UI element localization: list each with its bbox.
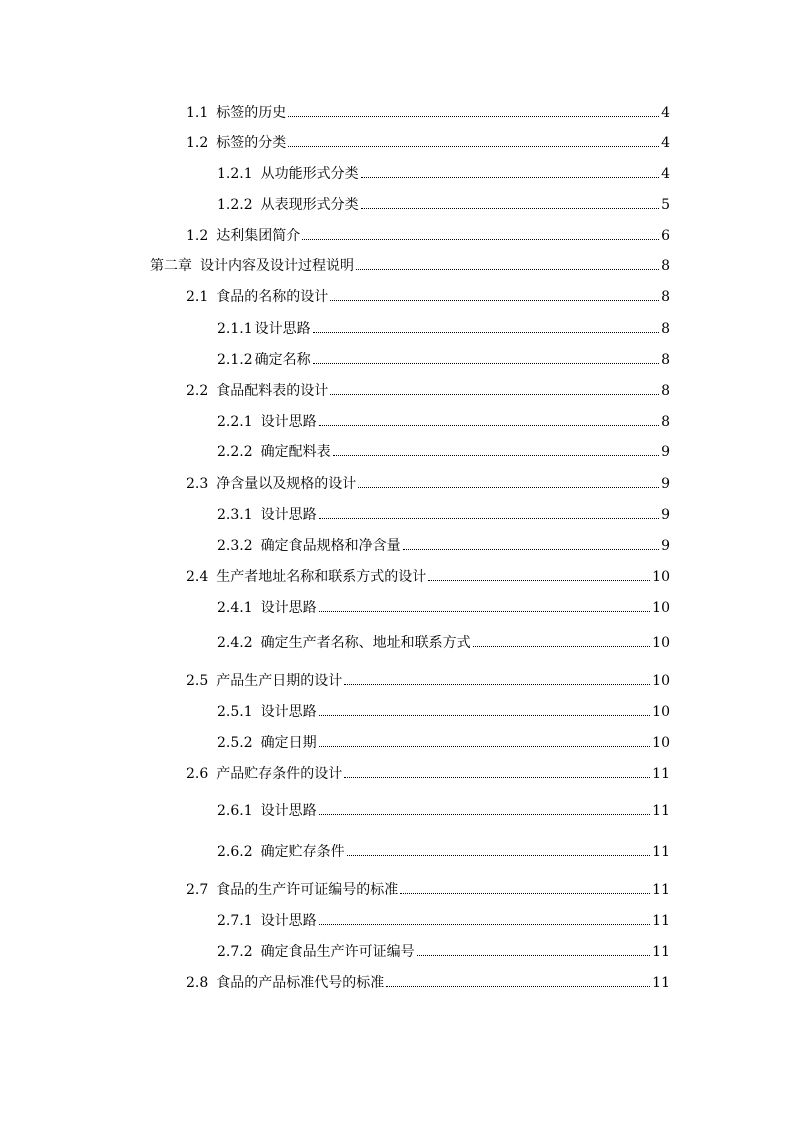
toc-entry-page: 11 bbox=[652, 944, 670, 960]
toc-entry[interactable] bbox=[186, 473, 670, 493]
toc-entry[interactable] bbox=[186, 763, 670, 783]
toc-entry[interactable] bbox=[217, 597, 670, 617]
dot-leader bbox=[417, 955, 651, 956]
toc-entry-title: 净含量以及规格的设计 bbox=[216, 476, 357, 492]
toc-entry-page: 5 bbox=[661, 197, 670, 213]
toc-entry-page: 11 bbox=[652, 844, 670, 860]
toc-entry-number: 1.2.2 bbox=[217, 197, 253, 213]
dot-leader bbox=[347, 855, 651, 856]
toc-entry-number: 2.7.2 bbox=[217, 944, 253, 960]
toc-entry[interactable] bbox=[150, 255, 670, 275]
toc-entry-number: 2.3.2 bbox=[217, 538, 253, 554]
toc-entry-number: 2.3.1 bbox=[217, 507, 253, 523]
toc-entry-page: 4 bbox=[661, 166, 670, 182]
toc-entry-page: 6 bbox=[661, 228, 670, 244]
toc-entry-title: 设计思路 bbox=[260, 507, 317, 523]
toc-entry-title: 产品贮存条件的设计 bbox=[216, 766, 343, 782]
toc-entry-title: 确定食品规格和净含量 bbox=[260, 538, 401, 554]
dot-leader bbox=[428, 580, 650, 581]
toc-entry[interactable] bbox=[217, 163, 670, 183]
toc-entry-number: 2.8 bbox=[186, 975, 209, 991]
dot-leader bbox=[288, 116, 659, 117]
dot-leader bbox=[319, 924, 651, 925]
toc-entry-title: 生产者地址名称和联系方式的设计 bbox=[216, 569, 427, 585]
toc-entry-title: 食品的名称的设计 bbox=[216, 289, 329, 305]
toc-entry[interactable] bbox=[217, 349, 670, 369]
dot-leader bbox=[330, 300, 659, 301]
toc-entry-title: 设计思路 bbox=[260, 414, 317, 430]
toc-entry-title: 达利集团简介 bbox=[216, 228, 301, 244]
toc-entry-page: 8 bbox=[661, 321, 670, 337]
toc-entry[interactable] bbox=[217, 841, 670, 861]
toc-entry[interactable] bbox=[217, 632, 670, 652]
toc-entry[interactable] bbox=[186, 225, 670, 245]
toc-entry-page: 8 bbox=[661, 258, 670, 274]
dot-leader bbox=[400, 893, 650, 894]
toc-entry-title: 设计思路 bbox=[260, 704, 317, 720]
toc-entry-number: 1.2.1 bbox=[217, 166, 253, 182]
toc-entry-title: 设计内容及设计过程说明 bbox=[200, 258, 354, 274]
toc-entry-page: 9 bbox=[661, 538, 670, 554]
toc-entry-number: 2.6 bbox=[186, 766, 209, 782]
toc-entry-number: 2.4.1 bbox=[217, 600, 253, 616]
toc-entry-number: 2.6.2 bbox=[217, 844, 253, 860]
toc-entry-page: 8 bbox=[661, 289, 670, 305]
toc-entry-number: 2.7.1 bbox=[217, 913, 253, 929]
toc-entry-page: 11 bbox=[652, 975, 670, 991]
dot-leader bbox=[333, 455, 659, 456]
toc-entry[interactable] bbox=[186, 380, 670, 400]
toc-entry-number: 2.1 bbox=[186, 289, 209, 305]
toc-entry-page: 4 bbox=[661, 105, 670, 121]
toc-entry-title: 食品的生产许可证编号的标准 bbox=[216, 882, 399, 898]
dot-leader bbox=[319, 611, 651, 612]
toc-entry[interactable] bbox=[217, 194, 670, 214]
toc-entry-title: 确定生产者名称、地址和联系方式 bbox=[260, 635, 471, 651]
toc-entry-page: 11 bbox=[652, 882, 670, 898]
dot-leader bbox=[344, 684, 650, 685]
dot-leader bbox=[386, 986, 650, 987]
toc-entry-number: 2.7 bbox=[186, 882, 209, 898]
toc-entry[interactable] bbox=[186, 286, 670, 306]
toc-entry[interactable] bbox=[217, 411, 670, 431]
toc-entry-page: 10 bbox=[652, 635, 670, 651]
toc-entry-title: 设计思路 bbox=[254, 321, 311, 337]
dot-leader bbox=[302, 239, 659, 240]
toc-entry-page: 10 bbox=[652, 600, 670, 616]
toc-entry[interactable] bbox=[217, 910, 670, 930]
toc-entry[interactable] bbox=[217, 800, 670, 820]
toc-entry-page: 11 bbox=[652, 913, 670, 929]
toc-entry-page: 10 bbox=[652, 673, 670, 689]
toc-entry[interactable] bbox=[186, 972, 670, 992]
toc-entry-number: 2.2.1 bbox=[217, 414, 253, 430]
toc-entry-number: 第二章 bbox=[150, 258, 192, 274]
toc-entry-page: 9 bbox=[661, 507, 670, 523]
dot-leader bbox=[319, 425, 659, 426]
toc-entry-title: 确定名称 bbox=[254, 352, 311, 368]
toc-entry-number: 2.5.2 bbox=[217, 735, 253, 751]
dot-leader bbox=[313, 363, 659, 364]
dot-leader bbox=[403, 549, 659, 550]
toc-entry-number: 2.3 bbox=[186, 476, 209, 492]
toc-entry[interactable] bbox=[186, 102, 670, 122]
toc-entry-page: 8 bbox=[661, 383, 670, 399]
toc-entry-page: 11 bbox=[652, 766, 670, 782]
dot-leader bbox=[313, 332, 659, 333]
toc-entry-number: 2.1.2 bbox=[217, 352, 253, 368]
toc-entry-title: 确定配料表 bbox=[260, 444, 331, 460]
toc-entry-number: 2.5 bbox=[186, 673, 209, 689]
toc-entry-page: 8 bbox=[661, 414, 670, 430]
toc-entry[interactable] bbox=[186, 132, 670, 152]
toc-entry-title: 产品生产日期的设计 bbox=[216, 673, 343, 689]
toc-entry[interactable] bbox=[217, 701, 670, 721]
toc-entry[interactable] bbox=[217, 535, 670, 555]
toc-entry[interactable] bbox=[217, 318, 670, 338]
toc-entry-page: 10 bbox=[652, 704, 670, 720]
toc-entry-number: 2.2.2 bbox=[217, 444, 253, 460]
dot-leader bbox=[356, 269, 659, 270]
toc-entry[interactable] bbox=[186, 566, 670, 586]
toc-entry[interactable] bbox=[186, 879, 670, 899]
toc-entry[interactable] bbox=[186, 670, 670, 690]
toc-entry-number: 2.4.2 bbox=[217, 635, 253, 651]
dot-leader bbox=[344, 777, 650, 778]
toc-entry-number: 2.5.1 bbox=[217, 704, 253, 720]
dot-leader bbox=[361, 177, 659, 178]
dot-leader bbox=[319, 518, 659, 519]
toc-entry-number: 2.2 bbox=[186, 383, 209, 399]
toc-entry-page: 10 bbox=[652, 569, 670, 585]
toc-entry-title: 标签的历史 bbox=[216, 105, 287, 121]
toc-entry-title: 设计思路 bbox=[260, 803, 317, 819]
toc-entry-title: 设计思路 bbox=[260, 913, 317, 929]
toc-entry-page: 4 bbox=[661, 135, 670, 151]
toc-entry-title: 设计思路 bbox=[260, 600, 317, 616]
toc-entry-page: 10 bbox=[652, 735, 670, 751]
toc-entry-title: 确定日期 bbox=[260, 735, 317, 751]
toc-entry-number: 2.1.1 bbox=[217, 321, 253, 337]
toc-entry-title: 确定食品生产许可证编号 bbox=[260, 944, 415, 960]
dot-leader bbox=[319, 715, 651, 716]
toc-entry-title: 食品配料表的设计 bbox=[216, 383, 329, 399]
toc-entry-page: 9 bbox=[661, 476, 670, 492]
toc-entry-title: 标签的分类 bbox=[216, 135, 287, 151]
toc-entry-number: 1.2 bbox=[186, 228, 209, 244]
toc-entry-page: 8 bbox=[661, 352, 670, 368]
toc-entry-page: 9 bbox=[661, 444, 670, 460]
toc-entry-number: 2.6.1 bbox=[217, 803, 253, 819]
toc-entry[interactable] bbox=[217, 732, 670, 752]
toc-entry-title: 食品的产品标准代号的标准 bbox=[216, 975, 385, 991]
toc-entry-number: 1.1 bbox=[186, 105, 209, 121]
toc-entry-number: 1.2 bbox=[186, 135, 209, 151]
toc-entry-number: 2.4 bbox=[186, 569, 209, 585]
dot-leader bbox=[319, 814, 651, 815]
dot-leader bbox=[288, 146, 659, 147]
dot-leader bbox=[358, 487, 659, 488]
toc-entry-page: 11 bbox=[652, 803, 670, 819]
toc-entry-title: 从表现形式分类 bbox=[260, 197, 359, 213]
toc-entry[interactable] bbox=[217, 504, 670, 524]
dot-leader bbox=[330, 394, 659, 395]
dot-leader bbox=[319, 746, 651, 747]
toc-entry-title: 从功能形式分类 bbox=[260, 166, 359, 182]
toc-entry[interactable] bbox=[217, 441, 670, 461]
toc-entry[interactable] bbox=[217, 941, 670, 961]
dot-leader bbox=[361, 208, 659, 209]
dot-leader bbox=[473, 646, 651, 647]
toc-entry-title: 确定贮存条件 bbox=[260, 844, 345, 860]
